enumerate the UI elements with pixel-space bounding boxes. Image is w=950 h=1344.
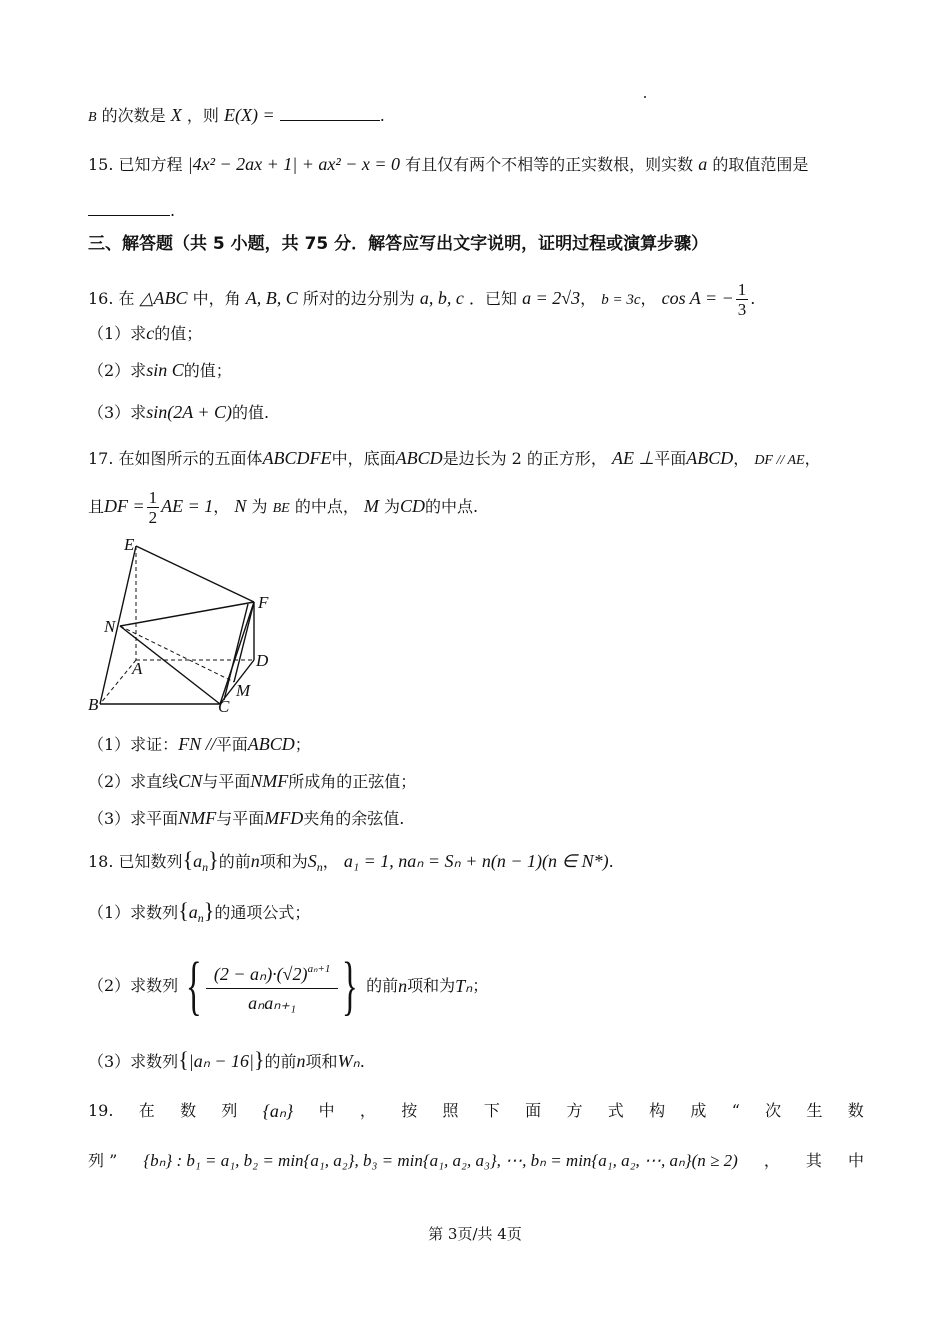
fraction: $\frac{1}{3}$: [737, 280, 747, 319]
q19-line1: 19. 在 数 列 {aₙ} 中 ， 按 照 下 面 方 式 构 成 “ 次 生 数: [88, 1101, 864, 1121]
q16-part1: （1）求c的值；: [88, 323, 203, 343]
edge-NF: [120, 602, 254, 626]
label-M: M: [236, 681, 251, 700]
q18-part3: （3）求数列{|aₙ − 16|}的前n项和Wₙ.: [88, 1047, 365, 1072]
q18-part1: （1）求数列$\{a_n\}$的通项公式；: [88, 898, 311, 925]
label-F: F: [258, 593, 269, 612]
pentahedron-figure: [84, 532, 284, 716]
sequence-fraction: $\frac{(2 - a_n)\cdot(√2)^{a_n+1}}{\text{aₙaₙ₊₁}}$: [206, 955, 339, 1017]
q16-part2: （2）求sin C的值；: [88, 360, 232, 380]
label-A: A: [132, 659, 143, 678]
q16-part3: （3）求sin(2A + C)的值.: [88, 402, 270, 422]
q18-part2: （2）求数列 { $\frac{(2 - a_n)\cdot(√2)^{a_n+1}}{\text{aₙaₙ₊₁}}$ } 的前 n 项和为 Tₙ ；: [88, 949, 489, 1022]
q17-part2: （2）求直线CN与平面NMF所成角的正弦值；: [88, 771, 417, 791]
stray-dot: [644, 96, 646, 98]
q14-tail-line: B 的次数是 X ，则 E(X) = .: [88, 105, 385, 125]
q17-part1: （1）求证：FN //平面ABCD；: [88, 734, 311, 754]
q19-line2: 列 ” {bₙ} : b₁ = a₁, b₂ = min{a₁, a₂}, b₃ = min{a₁, a₂, a₃}, ⋯, bₙ = min{a₁, a₂, ⋯, aₙ}(n ≥ 2) ， 其 中: [88, 1151, 864, 1170]
q15-line: 15. 已知方程 |4x² − 2ax + 1| + ax² − x = 0 有且仅有两个不相等的正实数根，则实数 a 的取值范围是: [88, 154, 809, 174]
q15-blank-line: .: [88, 200, 175, 222]
edge-EF: [136, 546, 254, 602]
section-title: 三、解答题（共 5 小题，共 75 分．解答应写出文字说明，证明过程或演算步骤）: [88, 234, 709, 254]
q18-line: 18. 已知数列$\{a_n\}$的前n项和为$S_n$， a₁ = 1, naₙ = Sₙ + n(n − 1)(n ∈ N*).: [88, 847, 614, 874]
label-E: E: [124, 535, 135, 554]
fraction: $\frac{1}{2}$: [148, 488, 158, 527]
answer-blank: [88, 201, 170, 216]
q16-line: 16. 在 △ABC 中，角 A, B, C 所对的边分别为 a, b, c ．已知 a = 2√3， b = 3c， cos A = − $\frac{1}{3}$ .: [88, 280, 756, 319]
edge-FM: [234, 602, 254, 682]
page-footer: 第 3页/共 4页: [428, 1225, 522, 1243]
label-B: B: [88, 695, 99, 714]
label-D: D: [256, 651, 269, 670]
answer-blank: [280, 106, 380, 121]
label-C: C: [218, 697, 230, 716]
q17-line1: 17. 在如图所示的五面体ABCDFE中，底面ABCD是边长为 2 的正方形， AE ⊥平面ABCD， DF // AE，: [88, 448, 821, 468]
q17-part3: （3）求平面NMF与平面MFD夹角的余弦值.: [88, 808, 405, 828]
label-N: N: [104, 617, 116, 636]
q17-line2: 且DF = $\frac{1}{2}$ AE = 1， N 为 BE 的中点， M 为CD的中点.: [88, 488, 479, 527]
